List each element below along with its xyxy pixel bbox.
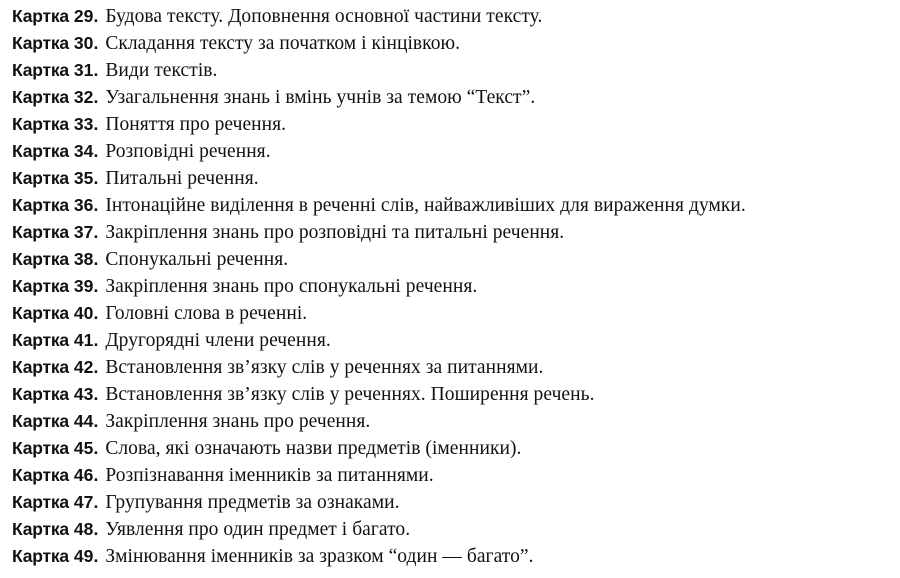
- card-title: Питальні речення.: [105, 168, 259, 189]
- card-title: Другорядні члени речення.: [105, 330, 331, 351]
- card-title: Складання тексту за початком і кінцівкою.: [105, 33, 461, 54]
- card-title: Встановлення зв’язку слів у реченнях за питаннями.: [105, 357, 544, 378]
- card-title: Поняття про речення.: [105, 114, 287, 135]
- card-number: 35.: [73, 168, 99, 188]
- card-label: Картка: [12, 168, 69, 188]
- list-item: [12, 138, 896, 165]
- list-item: [12, 300, 896, 327]
- card-label: Картка: [12, 357, 69, 377]
- list-item: [12, 381, 896, 408]
- card-label: Картка: [12, 411, 69, 431]
- card-list: [12, 3, 896, 570]
- list-item: [12, 111, 896, 138]
- list-item: [12, 516, 896, 543]
- card-label: Картка: [12, 438, 69, 458]
- list-item: [12, 192, 896, 219]
- card-number: 44.: [73, 411, 99, 431]
- card-title: Закріплення знань про розповідні та питальні речення.: [105, 222, 565, 243]
- list-item: [12, 246, 896, 273]
- list-item: [12, 219, 896, 246]
- card-title: Спонукальні речення.: [105, 249, 289, 270]
- list-item: [12, 84, 896, 111]
- card-label: Картка: [12, 114, 69, 134]
- card-number: 46.: [73, 465, 99, 485]
- card-label: Картка: [12, 465, 69, 485]
- card-title: Встановлення зв’язку слів у реченнях. Поширення речень.: [105, 384, 595, 405]
- list-item: [12, 30, 896, 57]
- card-title: Будова тексту. Доповнення основної частини тексту.: [105, 6, 543, 27]
- card-number: 39.: [73, 276, 99, 296]
- card-label: Картка: [12, 195, 69, 215]
- card-number: 33.: [73, 114, 99, 134]
- list-item: [12, 57, 896, 84]
- card-number: 48.: [73, 519, 99, 539]
- card-label: Картка: [12, 330, 69, 350]
- card-number: 30.: [73, 33, 99, 53]
- card-number: 38.: [73, 249, 99, 269]
- card-label: Картка: [12, 249, 69, 269]
- card-number: 31.: [73, 60, 99, 80]
- card-label: Картка: [12, 546, 69, 566]
- card-label: Картка: [12, 141, 69, 161]
- list-item: [12, 543, 896, 570]
- list-item: [12, 273, 896, 300]
- card-title: Слова, які означають назви предметів (іменники).: [105, 438, 522, 459]
- card-label: Картка: [12, 519, 69, 539]
- list-item: [12, 408, 896, 435]
- card-label: Картка: [12, 303, 69, 323]
- card-number: 37.: [73, 222, 99, 242]
- card-label: Картка: [12, 60, 69, 80]
- card-title: Змінювання іменників за зразком “один — багато”.: [105, 546, 534, 567]
- card-title: Закріплення знань про спонукальні речення.: [105, 276, 478, 297]
- card-title: Інтонаційне виділення в реченні слів, найважливіших для вираження думки.: [105, 195, 746, 216]
- card-number: 34.: [73, 141, 99, 161]
- list-item: [12, 3, 896, 30]
- card-number: 32.: [73, 87, 99, 107]
- card-title: Узагальнення знань і вмінь учнів за темою “Текст”.: [105, 87, 536, 108]
- card-label: Картка: [12, 87, 69, 107]
- card-number: 36.: [73, 195, 99, 215]
- card-title: Уявлення про один предмет і багато.: [105, 519, 411, 540]
- card-title: Групування предметів за ознаками.: [105, 492, 400, 513]
- list-item: [12, 354, 896, 381]
- card-number: 47.: [73, 492, 99, 512]
- list-item: [12, 327, 896, 354]
- card-number: 40.: [73, 303, 99, 323]
- card-label: Картка: [12, 492, 69, 512]
- card-number: 42.: [73, 357, 99, 377]
- card-label: Картка: [12, 276, 69, 296]
- card-title: Види текстів.: [105, 60, 218, 81]
- list-item: [12, 435, 896, 462]
- card-number: 45.: [73, 438, 99, 458]
- card-number: 41.: [73, 330, 99, 350]
- card-number: 49.: [73, 546, 99, 566]
- list-item: [12, 165, 896, 192]
- card-title: Розпізнавання іменників за питаннями.: [105, 465, 434, 486]
- card-title: Закріплення знань про речення.: [105, 411, 371, 432]
- list-item: [12, 462, 896, 489]
- card-label: Картка: [12, 222, 69, 242]
- card-number: 29.: [73, 6, 99, 26]
- card-label: Картка: [12, 6, 69, 26]
- card-label: Картка: [12, 33, 69, 53]
- list-item: [12, 489, 896, 516]
- card-title: Розповідні речення.: [105, 141, 271, 162]
- card-number: 43.: [73, 384, 99, 404]
- card-label: Картка: [12, 384, 69, 404]
- card-title: Головні слова в реченні.: [105, 303, 308, 324]
